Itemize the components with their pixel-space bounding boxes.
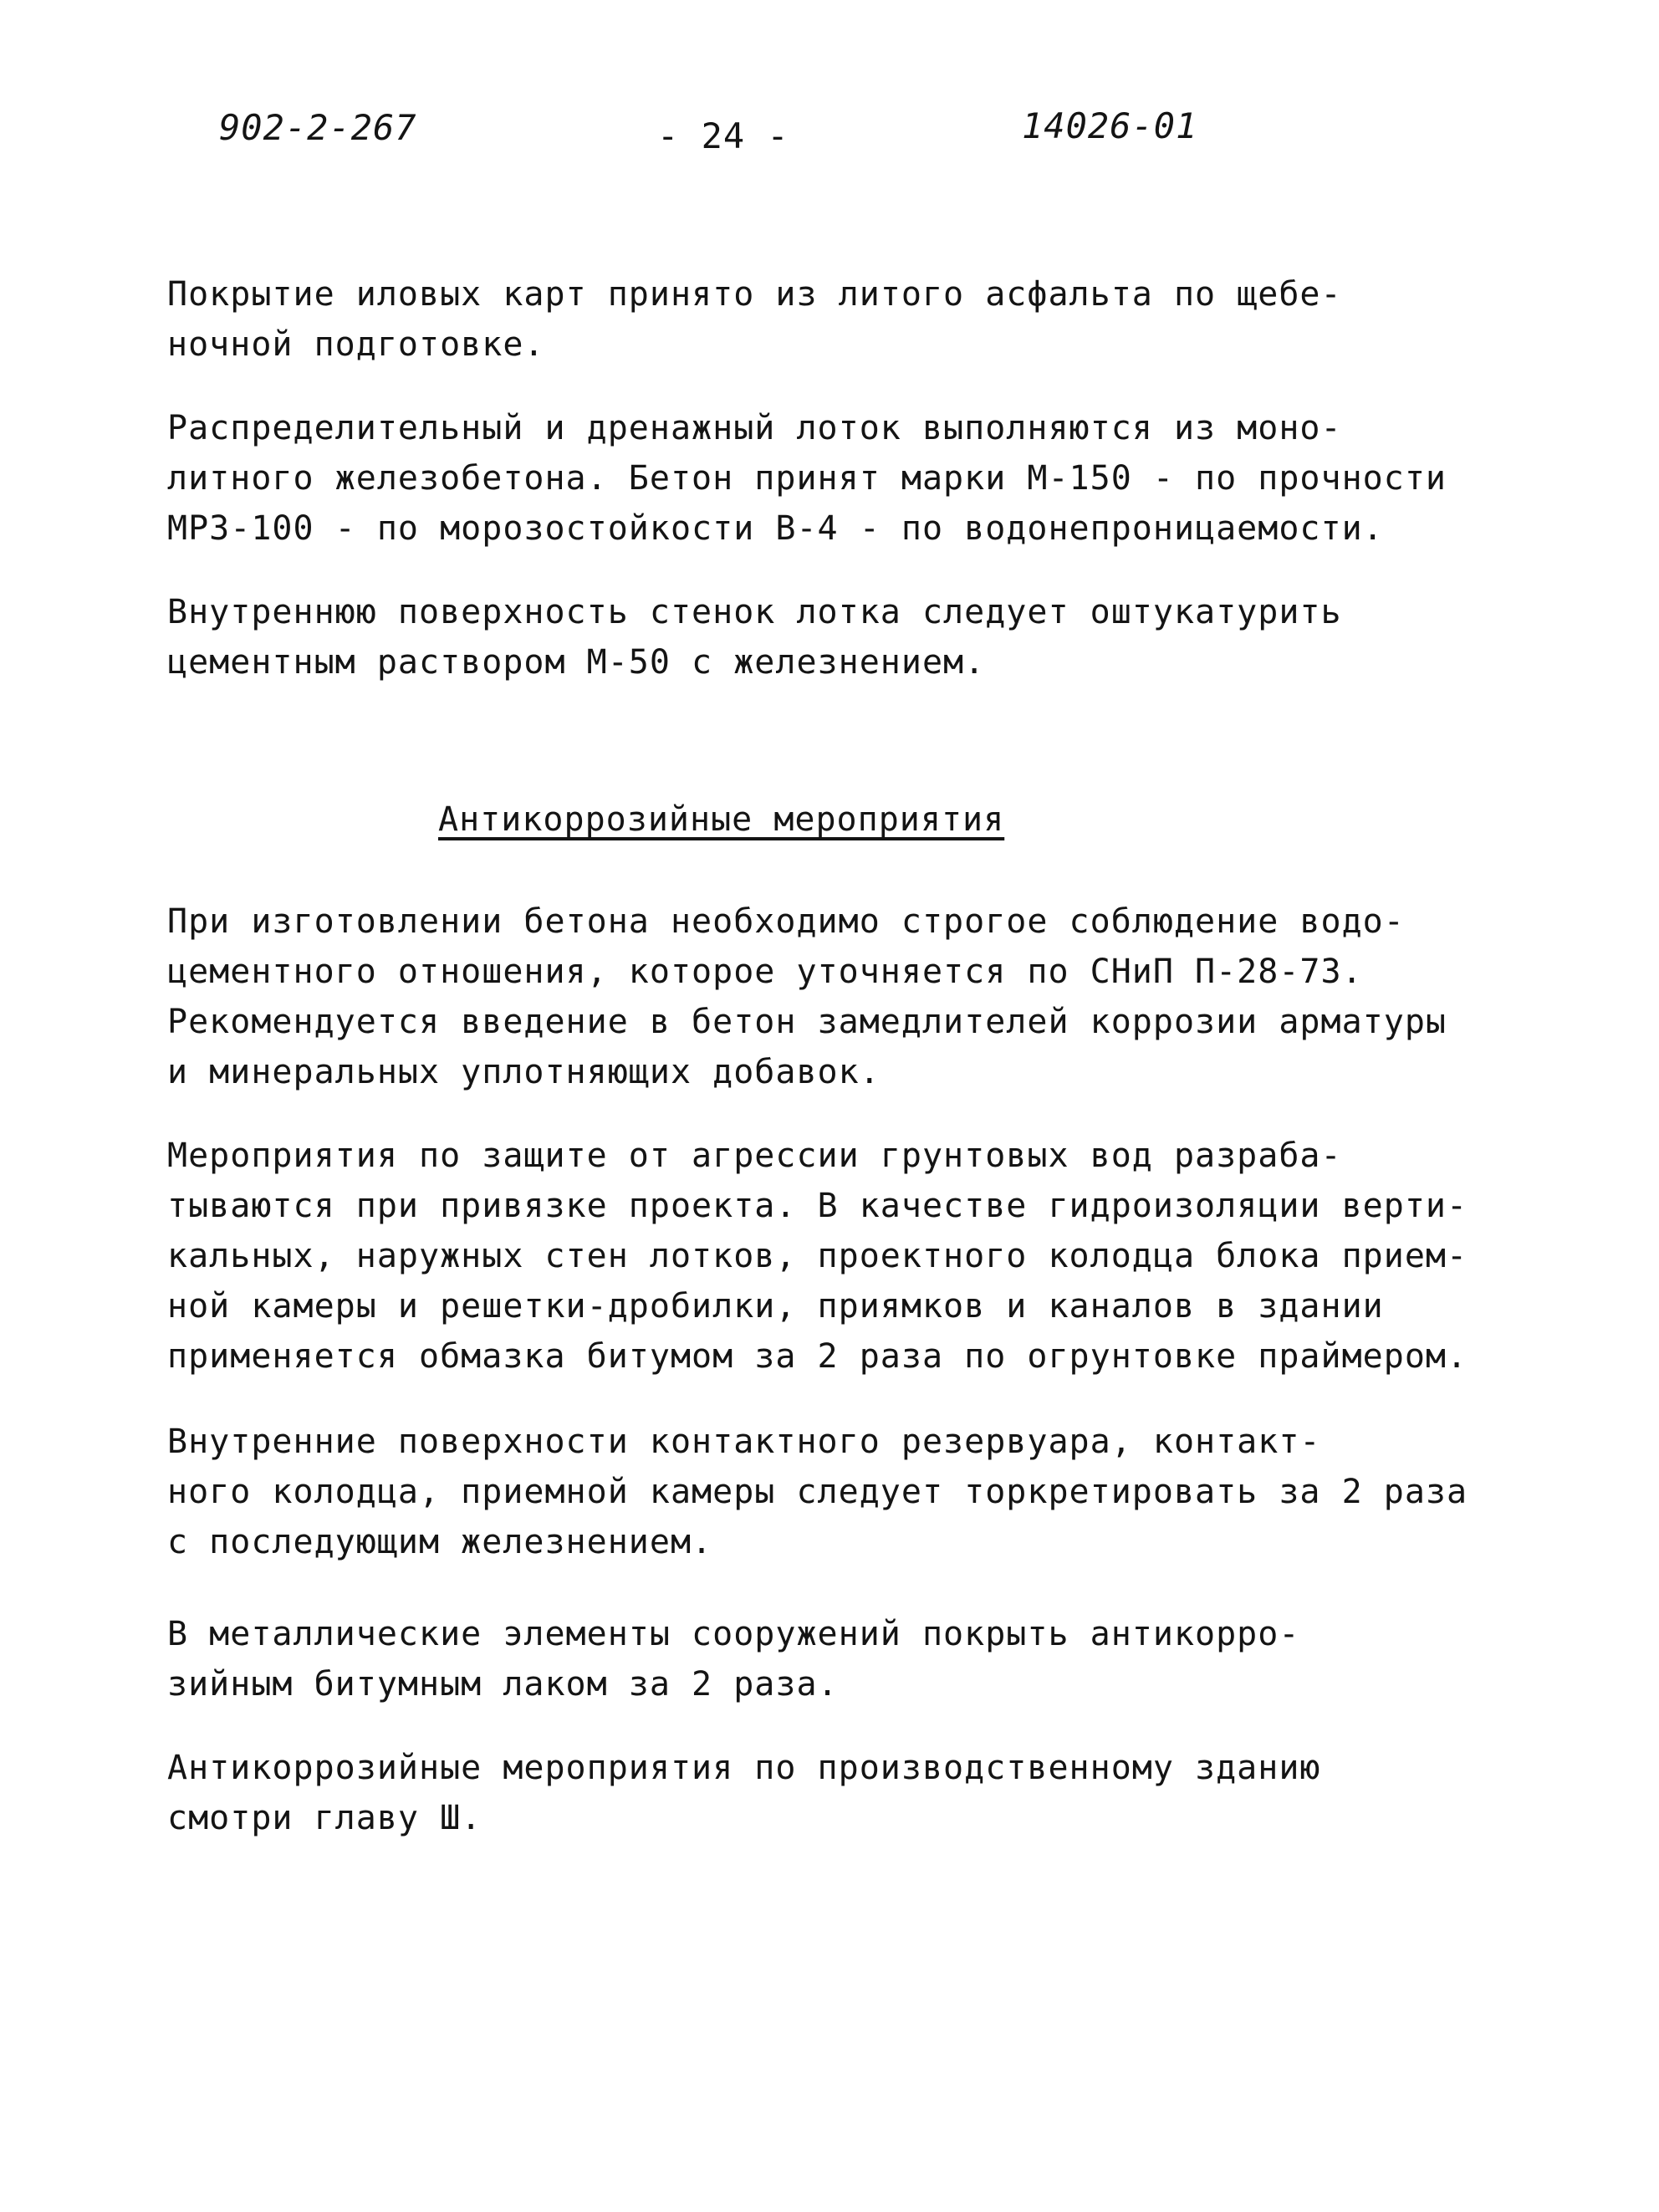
paragraph-sludge-beds-coating: Покрытие иловых карт принято из литого асфальта по щебе- ночной подготовке. bbox=[167, 275, 1342, 364]
section-heading: Антикоррозийные мероприятия bbox=[438, 800, 1005, 839]
paragraph-concrete-preparation: При изготовлении бетона необходимо строгое соблюдение водо- цементного отношения, которое уточняется по СНиП П-28-73. Рекомендуется введение в бетон замедлителей коррозии арматуры и минеральных уплотняющих добавок. bbox=[167, 902, 1447, 1091]
paragraph-groundwater-protection: Мероприятия по защите от агрессии грунтовых вод разраба- тываются при привязке проекта. В качестве гидроизоляции верти- кальных, наружных стен лотков, проектного колодца блока прием- ной камеры и решетки-дробилки, приямков и каналов в здании применяется обмазка битумом за 2 раза по огрунтовке праймером. bbox=[167, 1137, 1468, 1376]
paragraph-tray-plastering: Внутреннюю поверхность стенок лотка следует оштукатурить цементным раствором М-50 с железнением. bbox=[167, 593, 1342, 682]
paragraph-production-building-reference: Антикоррозийные мероприятия по производственному зданию смотри главу Ш. bbox=[167, 1749, 1321, 1837]
page-number: - 24 - bbox=[657, 115, 789, 156]
paragraph-reservoir-surfaces: Внутренние поверхности контактного резервуара, контакт- ного колодца, приемной камеры следует торкретировать за 2 раза с последующим железнением. bbox=[167, 1423, 1468, 1561]
document-sheet-code: 14026-01 bbox=[1022, 105, 1198, 146]
document-code: 902-2-267 bbox=[219, 107, 417, 148]
paragraph-distribution-tray: Распределительный и дренажный лоток выполняются из моно- литного железобетона. Бетон принят марки М-150 - по прочности МРЗ-100 - по морозостойкости В-4 - по водонепроницаемости. bbox=[167, 409, 1447, 548]
paragraph-metal-elements: В металлические элементы сооружений покрыть антикорро- зийным битумным лаком за 2 раза. bbox=[167, 1615, 1300, 1704]
